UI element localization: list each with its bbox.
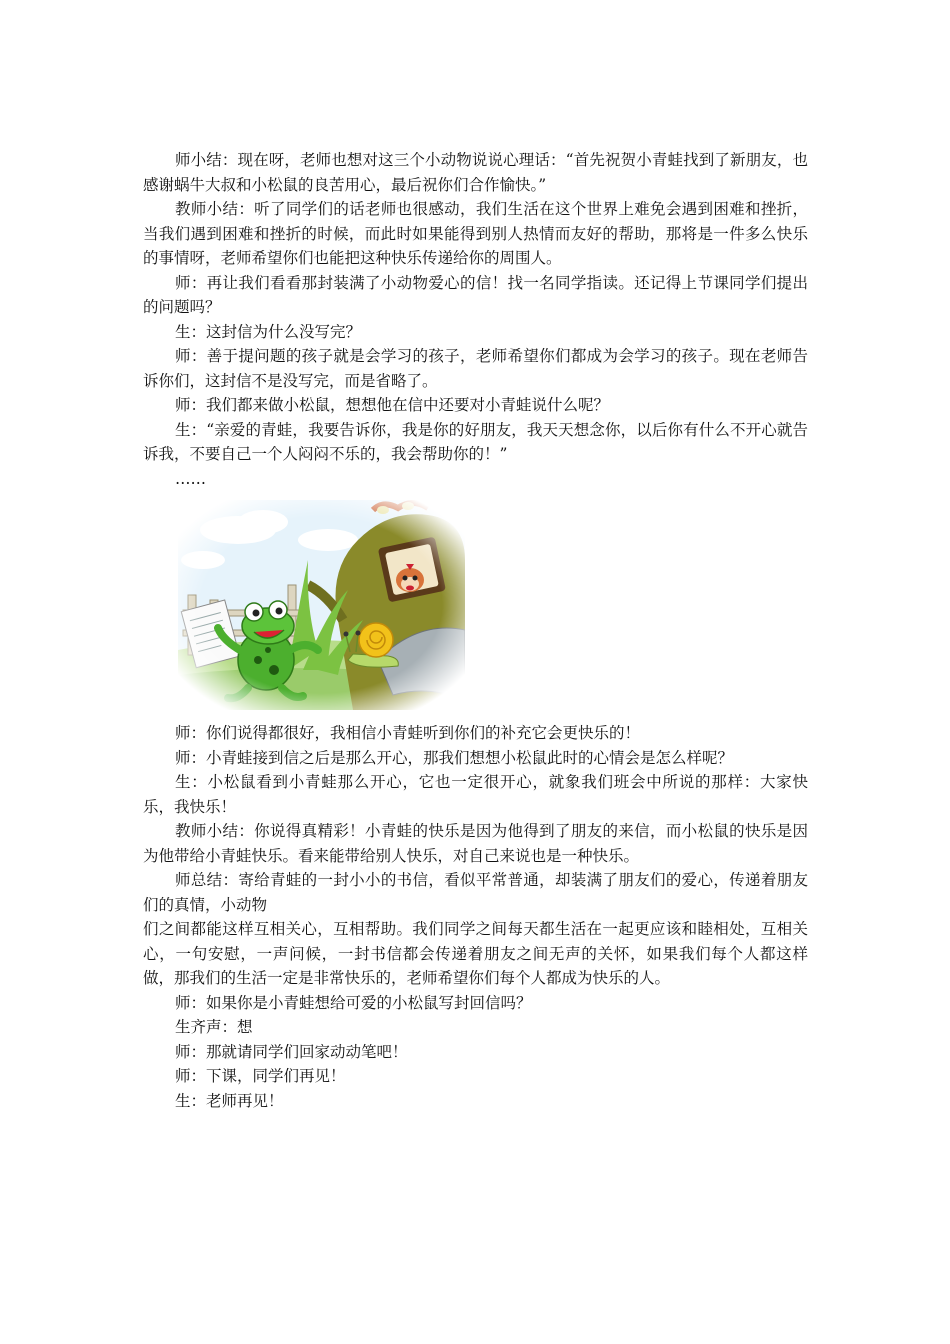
paragraph: 师：下课，同学们再见！ <box>175 1067 346 1085</box>
paragraph: 生齐声：想 <box>175 1018 253 1036</box>
paragraph: 师总结：寄给青蛙的一封小小的书信，看似平常普通，却装满了朋友们的爱心，传递着朋友们的真情，小动物 <box>143 871 808 914</box>
bottom-text-block <box>143 721 808 1113</box>
paragraph: 师：那就请同学们回家动动笔吧！ <box>175 1042 408 1061</box>
paragraph: 生：这封信为什么没写完？ <box>175 322 362 341</box>
top-text-block <box>143 148 808 491</box>
paragraph: 师：你们说得都很好，我相信小青蛙听到你们的补充它会更快乐的！ <box>175 724 641 742</box>
paragraph: 生：小松鼠看到小青蛙那么开心，它也一定很开心，就象我们班会中所说的那样：大家快乐，我快乐！ <box>143 773 808 816</box>
paragraph: 生：“亲爱的青蛙，我要告诉你，我是你的好朋友，我天天想念你，以后你有什么不开心就告诉我，不要自己一个人闷闷不乐的，我会帮助你的！” <box>143 420 808 463</box>
paragraph: 教师小结：你说得真精彩！小青蛙的快乐是因为他得到了朋友的来信，而小松鼠的快乐是因为他带给小青蛙快乐。看来能带给别人快乐，对自己来说也是一种快乐。 <box>143 822 808 865</box>
paragraph: 师：小青蛙接到信之后是那么开心，那我们想想小松鼠此时的心情会是怎么样呢？ <box>175 748 734 767</box>
paragraph: 师：善于提问题的孩子就是会学习的孩子，老师希望你们都成为会学习的孩子。现在老师告诉你们，这封信不是没写完，而是省略了。 <box>143 347 808 390</box>
continuation-paragraph: 们之间都能这样互相关心，互相帮助。我们同学之间每天都生活在一起更应该和睦相处，互相关心，一句安慰，一声问候，一封书信都会传递着朋友之间无声的关怀，如果我们每个人都这样做，那我们的生活一定是非常快乐的，老师希望你们每个人都成为快乐的人。 <box>143 920 808 987</box>
paragraph: 师：如果你是小青蛙想给可爱的小松鼠写封回信吗？ <box>175 993 532 1012</box>
paragraph: 生：老师再见！ <box>175 1091 284 1110</box>
paragraph: 师小结：现在呀，老师也想对这三个小动物说说心理话：“首先祝贺小青蛙找到了新朋友，也感谢蜗牛大叔和小松鼠的良苦用心，最后祝你们合作愉快。” <box>143 151 808 194</box>
story-illustration <box>178 500 465 710</box>
edge-fade <box>178 500 465 710</box>
ellipsis-paragraph: …… <box>175 469 206 488</box>
paragraph: 师：再让我们看看那封装满了小动物爱心的信！找一名同学指读。还记得上节课同学们提出的问题吗？ <box>143 273 808 316</box>
paragraph: 教师小结：听了同学们的话老师也很感动，我们生活在这个世界上难免会遇到困难和挫折，当我们遇到困难和挫折的时候，而此时如果能得到别人热情而友好的帮助，那将是一件多么快乐的事情呀，老师希望你们也能把这种快乐传递给你的周围人。 <box>143 200 808 267</box>
paragraph: 师：我们都来做小松鼠，想想他在信中还要对小青蛙说什么呢？ <box>175 396 610 414</box>
